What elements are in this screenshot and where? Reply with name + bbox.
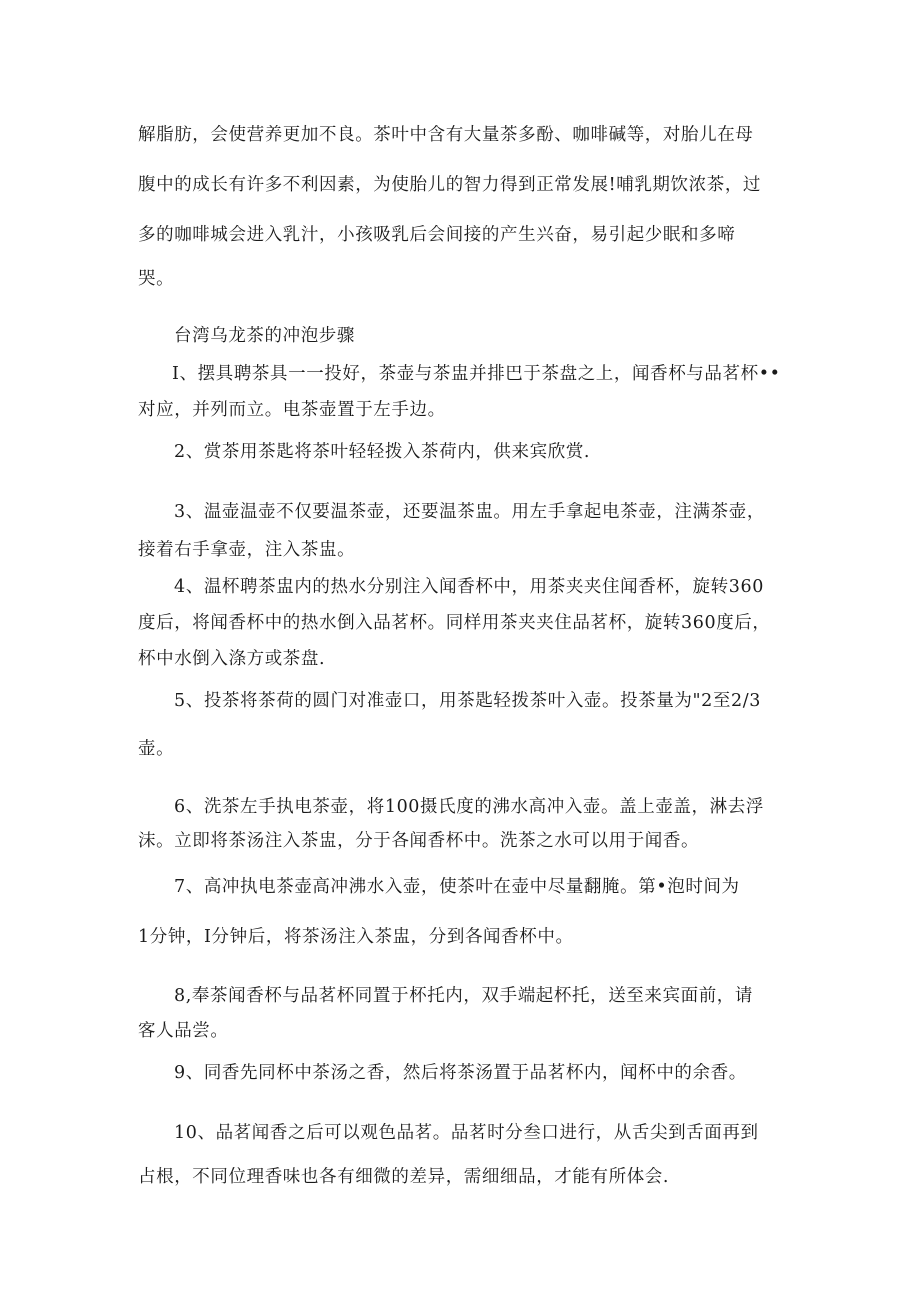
step-8-line-1: 8,奉茶闻香杯与品茗杯同置于杯托内，双手端起杯托，送至来宾面前，请 xyxy=(174,986,753,1006)
intro-line-4: 哭。 xyxy=(138,269,175,289)
step-4-line-1: 4、温杯聘茶盅内的热水分别注入闻香杯中，用茶夹夹住闻香杯，旋转360 xyxy=(174,577,764,597)
step-10-line-2: 占根，不同位理香味也各有细微的差异，需细细品，才能有所体会. xyxy=(138,1167,670,1187)
step-3-line-1: 3、温壶温壶不仅要温茶壶，还要温茶盅。用左手拿起电茶壶，注满茶壶， xyxy=(174,502,765,522)
step-7-line-2: 1分钟，I分钟后，将茶汤注入茶盅，分到各闻香杯中。 xyxy=(138,927,574,947)
intro-line-2: 腹中的成长有许多不利因素，为使胎儿的智力得到正常发展!哺乳期饮浓茶，过 xyxy=(138,175,762,195)
step-8-line-2: 客人品尝。 xyxy=(138,1021,229,1041)
step-1-line-1: I、摆具聘茶具一一投好，茶壶与茶盅并排巴于茶盘之上，闻香杯与品茗杯•• xyxy=(172,364,781,384)
step-7-line-1: 7、高冲执电茶壶高冲沸水入壶，使茶叶在壶中尽量翻腌。第•泡时间为 xyxy=(174,877,740,897)
step-4-line-3: 杯中水倒入涤方或茶盘. xyxy=(138,649,326,669)
intro-line-3: 多的咖啡城会进入乳汁，小孩吸乳后会间接的产生兴奋，易引起少眠和多啼 xyxy=(138,225,736,245)
section-heading: 台湾乌龙茶的冲泡步骤 xyxy=(174,326,355,346)
step-1-line-2: 对应，并列而立。电茶壶置于左手边。 xyxy=(138,400,446,420)
step-10-line-1: 10、品茗闻香之后可以观色品茗。品茗时分叁口进行，从舌尖到舌面再到 xyxy=(174,1123,759,1143)
step-6-line-1: 6、洗茶左手执电茶壶，将100摄氏度的沸水高冲入壶。盖上壶盖，淋去浮 xyxy=(174,797,764,817)
step-4-line-2: 度后，将闻香杯中的热水倒入品茗杯。同样用茶夹夹住品茗杯，旋转360度后， xyxy=(138,613,771,633)
step-5-line-1: 5、投茶将茶荷的圆门对准壶口，用茶匙轻拨茶叶入壶。投茶量为"2至2/3 xyxy=(174,691,761,711)
step-2-line-1: 2、赏茶用茶匙将茶叶轻轻拨入茶荷内，供来宾欣赏. xyxy=(174,442,591,462)
step-5-line-2: 壶。 xyxy=(138,739,175,759)
step-6-line-2: 沫。立即将茶汤注入茶盅，分于各闻香杯中。洗茶之水可以用于闻香。 xyxy=(138,831,700,851)
step-3-line-2: 接着右手拿壶，注入茶盅。 xyxy=(138,540,356,560)
intro-line-1: 解脂肪，会使营养更加不良。茶叶中含有大量茶多酚、咖啡碱等，对胎儿在母 xyxy=(138,125,754,145)
step-9-line-1: 9、同香先同杯中茶汤之香，然后将茶汤置于品茗杯内，闻杯中的余香。 xyxy=(174,1063,747,1083)
